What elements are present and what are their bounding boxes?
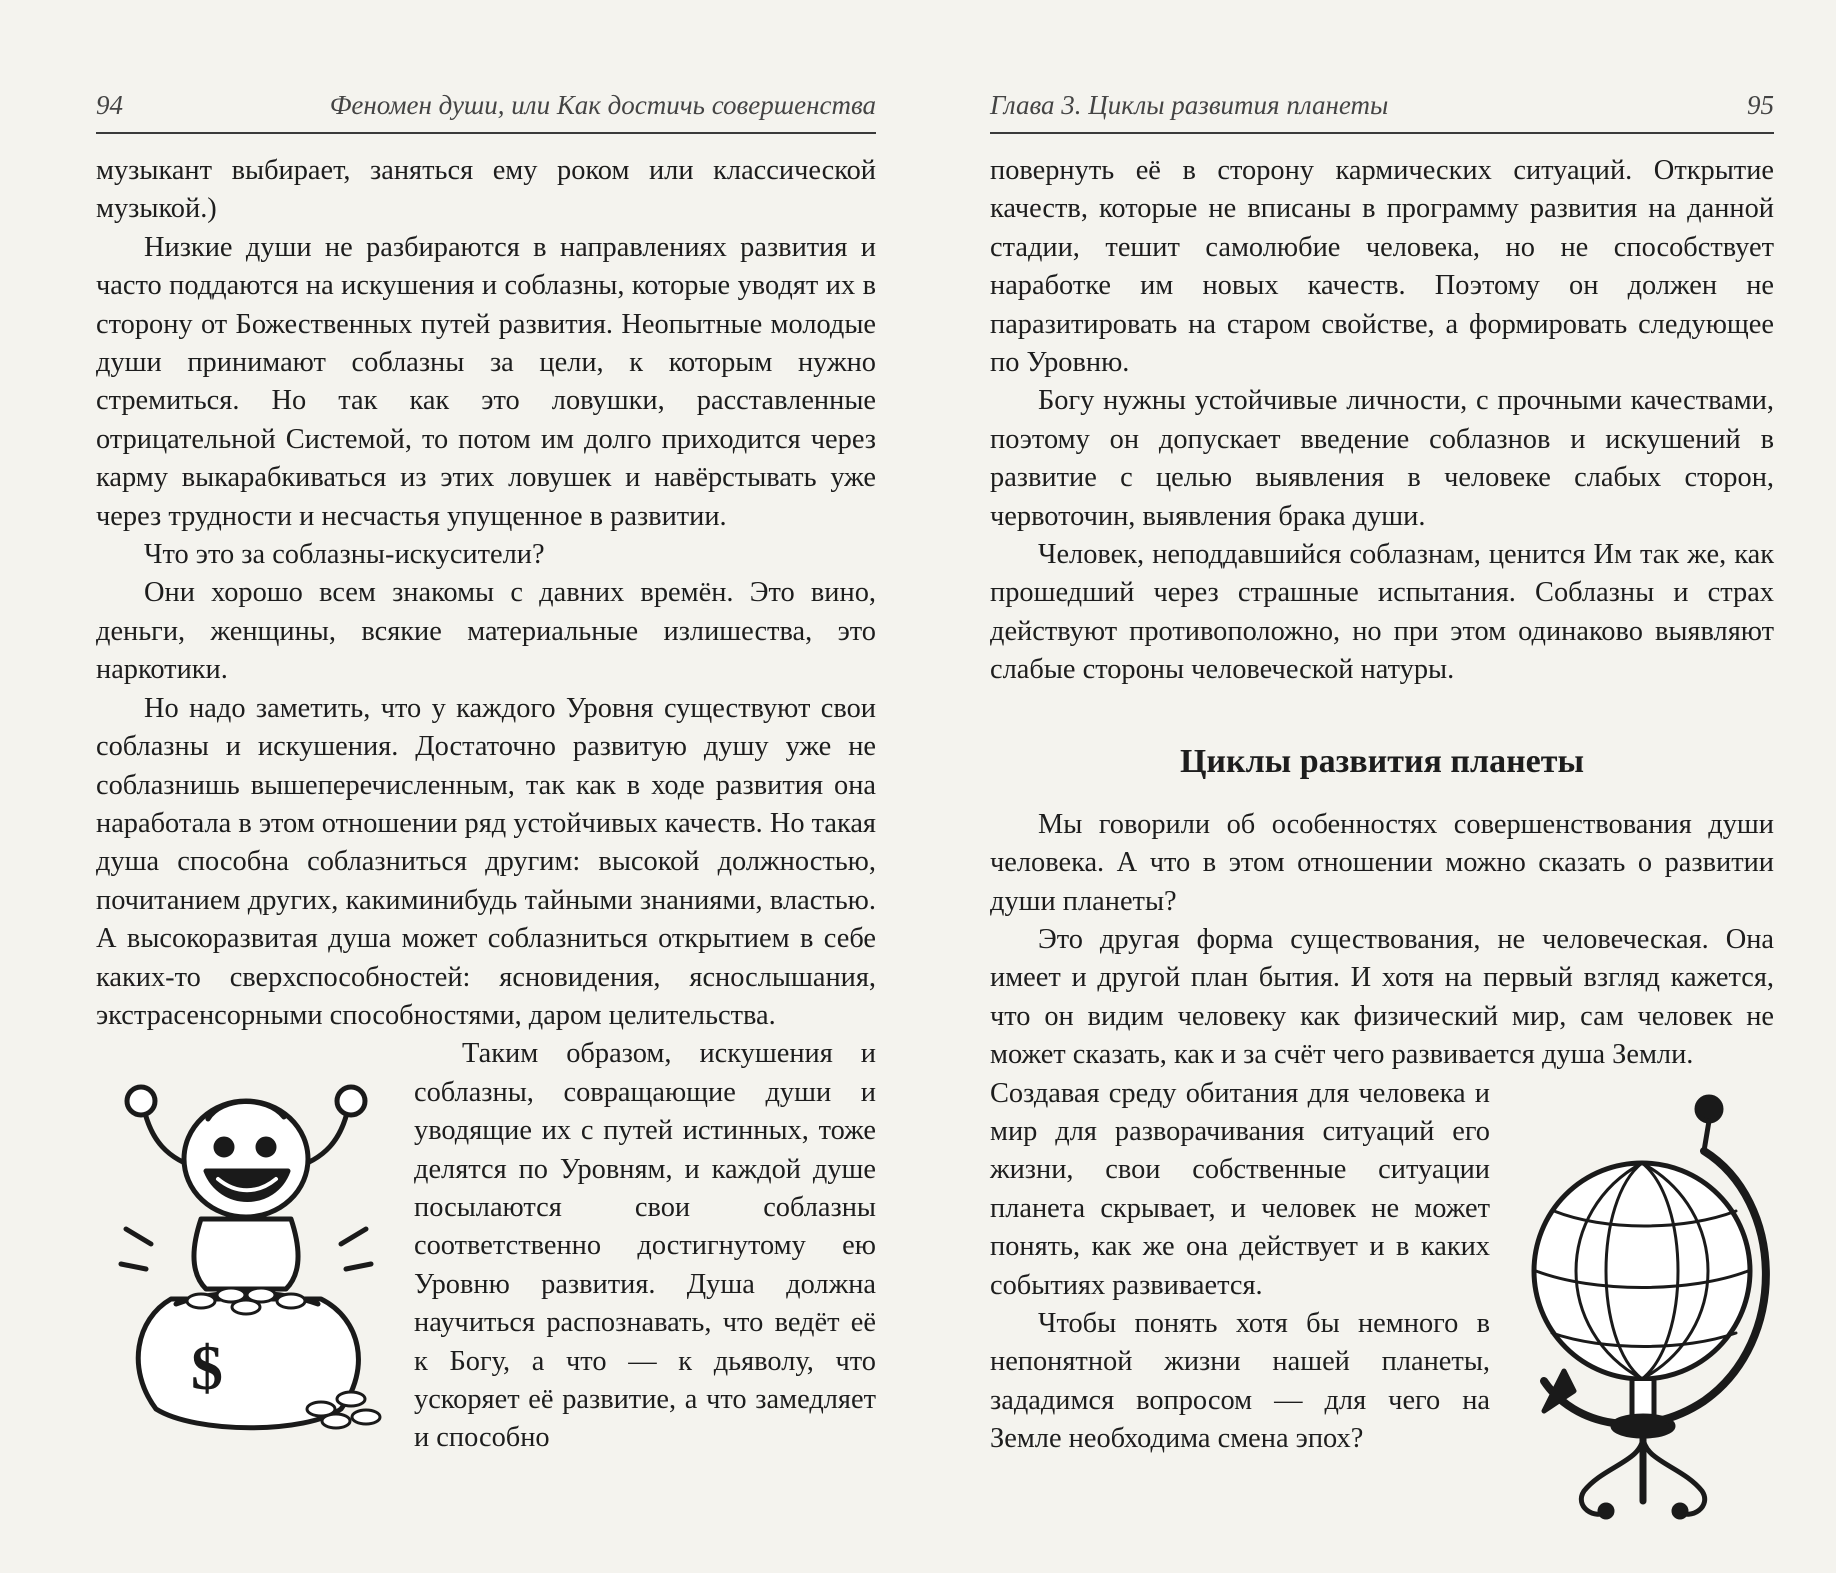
left-page-header bbox=[96, 84, 876, 134]
illustrated-block bbox=[96, 1035, 876, 1457]
paragraph: Низкие души не разбираются в направлениях развития и часто поддаются на искушения и соблазны, которые уводят их в сторону от Божественных путей развития. Неопытные молодые души принимают соблазны за цели, к которым нужно стремиться. Но так как это ловушки, расставленные отрицательной Системой, то потом им долго приходится через карму выкарабкиваться из этих ловушек и навёрстывать уже через трудности и несчастья упущенное в развитии. bbox=[96, 231, 876, 532]
illustrated-block bbox=[990, 1075, 1774, 1459]
paragraph: Человек, неподдавшийся соблазнам, ценится Им так же, как прошедший через страшные испытания. Соблазны и страх действуют противоположно, но при этом одинаково выявляют слабые стороны человеческой натуры. bbox=[990, 539, 1774, 686]
left-page-body bbox=[96, 152, 876, 1458]
globe-icon bbox=[1514, 1081, 1774, 1531]
right-page-body bbox=[990, 152, 1774, 1531]
paragraph: Богу нужны устойчивые личности, с прочными качествами, поэтому он допускает введение соблазнов и искушений в развитие с целью выявления в человеке слабых сторон, червоточин, выявления брака души. bbox=[990, 385, 1774, 532]
paragraph: Они хорошо всем знакомы с давних времён. Это вино, деньги, женщины, всякие материальные излишества, это наркотики. bbox=[96, 577, 876, 686]
paragraph: музыкант выбирает, заняться ему роком или классической музыкой.) bbox=[96, 155, 876, 225]
dollar-sign: $ bbox=[191, 1332, 223, 1404]
paragraph: повернуть её в сторону кармических ситуаций. Открытие качеств, которые не вписаны в программу развития на данной стадии, тешит самолюбие человека, но не способствует наработке им новых качеств. Поэтому он должен не паразитировать на старом свойстве, а формировать следующее по Уровню. bbox=[990, 155, 1774, 379]
right-page bbox=[918, 0, 1836, 1573]
running-title: Глава 3. Циклы развития планеты bbox=[990, 90, 1389, 120]
right-page-header bbox=[990, 84, 1774, 134]
money-bag-man-icon bbox=[96, 1049, 396, 1434]
running-title: Феномен души, или Как достичь совершенства bbox=[329, 90, 876, 120]
section-heading: Циклы развития планеты bbox=[1179, 742, 1585, 780]
paragraph: Чтобы понять хотя бы немного в непонятной жизни нашей планеты, зададимся вопросом — для чего на Земле необходима смена эпох? bbox=[990, 1307, 1490, 1455]
paragraph: Мы говорили об особенностях совершенствования души человека. А что в этом отношении можно сказать о развитии души планеты? bbox=[990, 808, 1774, 917]
paragraph: Но надо заметить, что у каждого Уровня существуют свои соблазны и искушения. Достаточно развитую душу уже не соблазнишь вышеперечисленным, так как в ходе развития она наработала в этом отношении ряд устойчивых качеств. Но такая душа способна соблазниться другим: высокой должностью, почитанием других, какиминибудь тайными знаниями, властью. А высокоразвитая душа может соблазниться открытием в себе каких-то сверхспособностей: ясновидения, яснослышания, экстрасенсорными способностями, даром целительства. bbox=[96, 692, 876, 1031]
paragraph: Это другая форма существования, не человеческая. Она имеет и другой план бытия. И хотя на первый взгляд кажется, что он видим человеку как физический мир, сам человек не может сказать, как и за счёт чего развивается душа Земли. bbox=[990, 923, 1774, 1071]
paragraph: Создавая среду обитания для человека и мир для разворачивания ситуаций его жизни, свои собственные ситуации планета скрывает, и человек не может понять, как же она действует и в каких событиях развивается. bbox=[990, 1077, 1490, 1301]
paragraph: Таким образом, искушения и соблазны, совращающие души и уводящие их с путей истинных, тоже делятся по Уровням, и каждой душе посылаются свои соблазны соответственно достигнутому ею Уровню развития. Душа должна научиться распознавать, что ведёт её к Богу, а что — к дьяволу, что ускоряет её развитие, а что замедляет и способно bbox=[414, 1038, 876, 1454]
paragraph: Что это за соблазны-искусители? bbox=[144, 539, 545, 571]
page-number: 95 bbox=[1747, 90, 1774, 120]
page-number: 94 bbox=[96, 90, 123, 120]
